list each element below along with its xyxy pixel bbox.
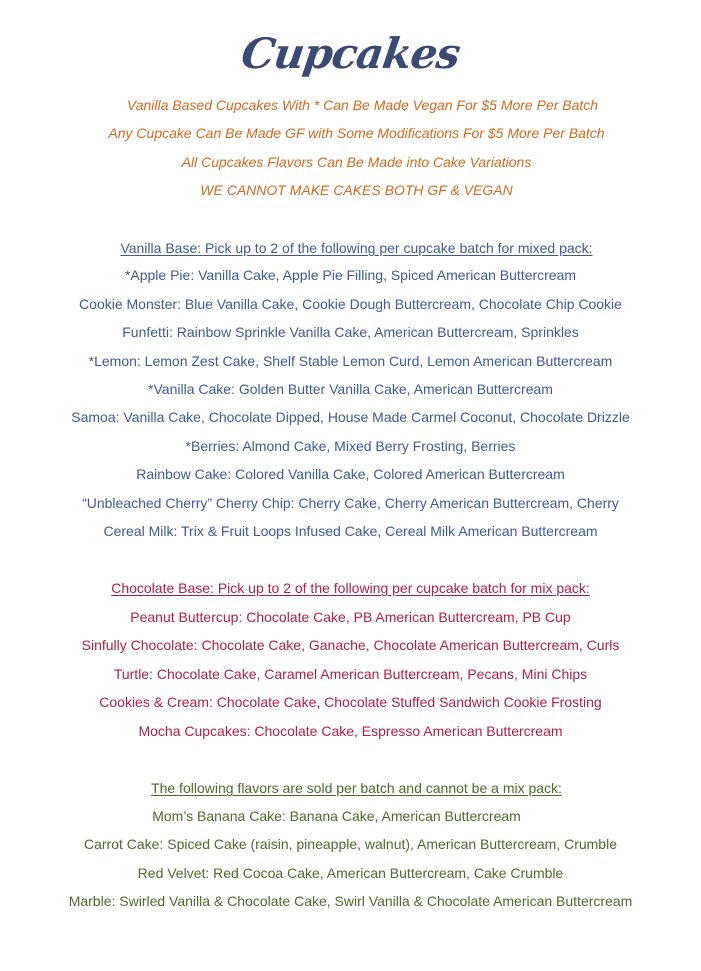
chocolate-item: Turtle: Chocolate Cake, Caramel American Buttercream, Pecans, Mini Chips (113, 666, 588, 682)
vanilla-item: Cereal Milk: Trix & Fruit Loops Infused Cake, Cereal Milk American Buttercream (103, 523, 598, 539)
vanilla-item: *Vanilla Cake: Golden Butter Vanilla Cake, American Buttercream (148, 381, 553, 397)
note-no-gf-vegan: WE CANNOT MAKE CAKES BOTH GF & VEGAN (200, 182, 513, 198)
note-gf: Any Cupcake Can Be Made GF with Some Modifications For $5 More Per Batch (108, 125, 605, 141)
chocolate-item: Mocha Cupcakes: Chocolate Cake, Espresso American Buttercream (138, 723, 563, 739)
batch-item: Carrot Cake: Spiced Cake (raisin, pineapple, walnut), American Buttercream, Crumble (83, 836, 617, 852)
chocolate-item: Sinfully Chocolate: Chocolate Cake, Ganache, Chocolate American Buttercream, Curls (81, 637, 620, 653)
vanilla-item: Samoa: Vanilla Cake, Chocolate Dipped, House Made Carmel Coconut, Chocolate Drizzle (71, 409, 630, 425)
vanilla-item: *Lemon: Lemon Zest Cake, Shelf Stable Lemon Curd, Lemon American Buttercream (88, 353, 613, 369)
vanilla-item: “Unbleached Cherry” Cherry Chip: Cherry Cake, Cherry American Buttercream, Cherry (82, 495, 619, 511)
batch-heading: The following flavors are sold per batch and cannot be a mix pack: (151, 780, 562, 796)
page-title: Cupcakes (238, 29, 463, 78)
batch-item: Red Velvet: Red Cocoa Cake, American Buttercream, Cake Crumble (137, 865, 564, 881)
vanilla-item: Funfetti: Rainbow Sprinkle Vanilla Cake, American Buttercream, Sprinkles (122, 324, 579, 340)
vanilla-item: Rainbow Cake: Colored Vanilla Cake, Colored American Buttercream (136, 466, 565, 482)
note-vegan: Vanilla Based Cupcakes With * Can Be Made Vegan For $5 More Per Batch (126, 97, 599, 113)
chocolate-heading: Chocolate Base: Pick up to 2 of the following per cupcake batch for mix pack: (111, 580, 590, 596)
batch-item: Marble: Swirled Vanilla & Chocolate Cake, Swirl Vanilla & Chocolate American Buttercream (68, 893, 633, 909)
chocolate-item: Cookies & Cream: Chocolate Cake, Chocolate Stuffed Sandwich Cookie Frosting (99, 694, 602, 710)
batch-item: Mom’s Banana Cake: Banana Cake, American Buttercream (152, 808, 521, 824)
vanilla-item: *Apple Pie: Vanilla Cake, Apple Pie Filling, Spiced American Buttercream (124, 267, 577, 283)
vanilla-item: Cookie Monster: Blue Vanilla Cake, Cookie Dough Buttercream, Chocolate Chip Cookie (79, 296, 622, 312)
vanilla-heading: Vanilla Base: Pick up to 2 of the following per cupcake batch for mixed pack: (120, 240, 593, 256)
vanilla-item: *Berries: Almond Cake, Mixed Berry Frosting, Berries (185, 438, 516, 454)
chocolate-item: Peanut Buttercup: Chocolate Cake, PB American Buttercream, PB Cup (130, 609, 571, 625)
note-cake-variations: All Cupcakes Flavors Can Be Made into Cake Variations (181, 154, 532, 170)
